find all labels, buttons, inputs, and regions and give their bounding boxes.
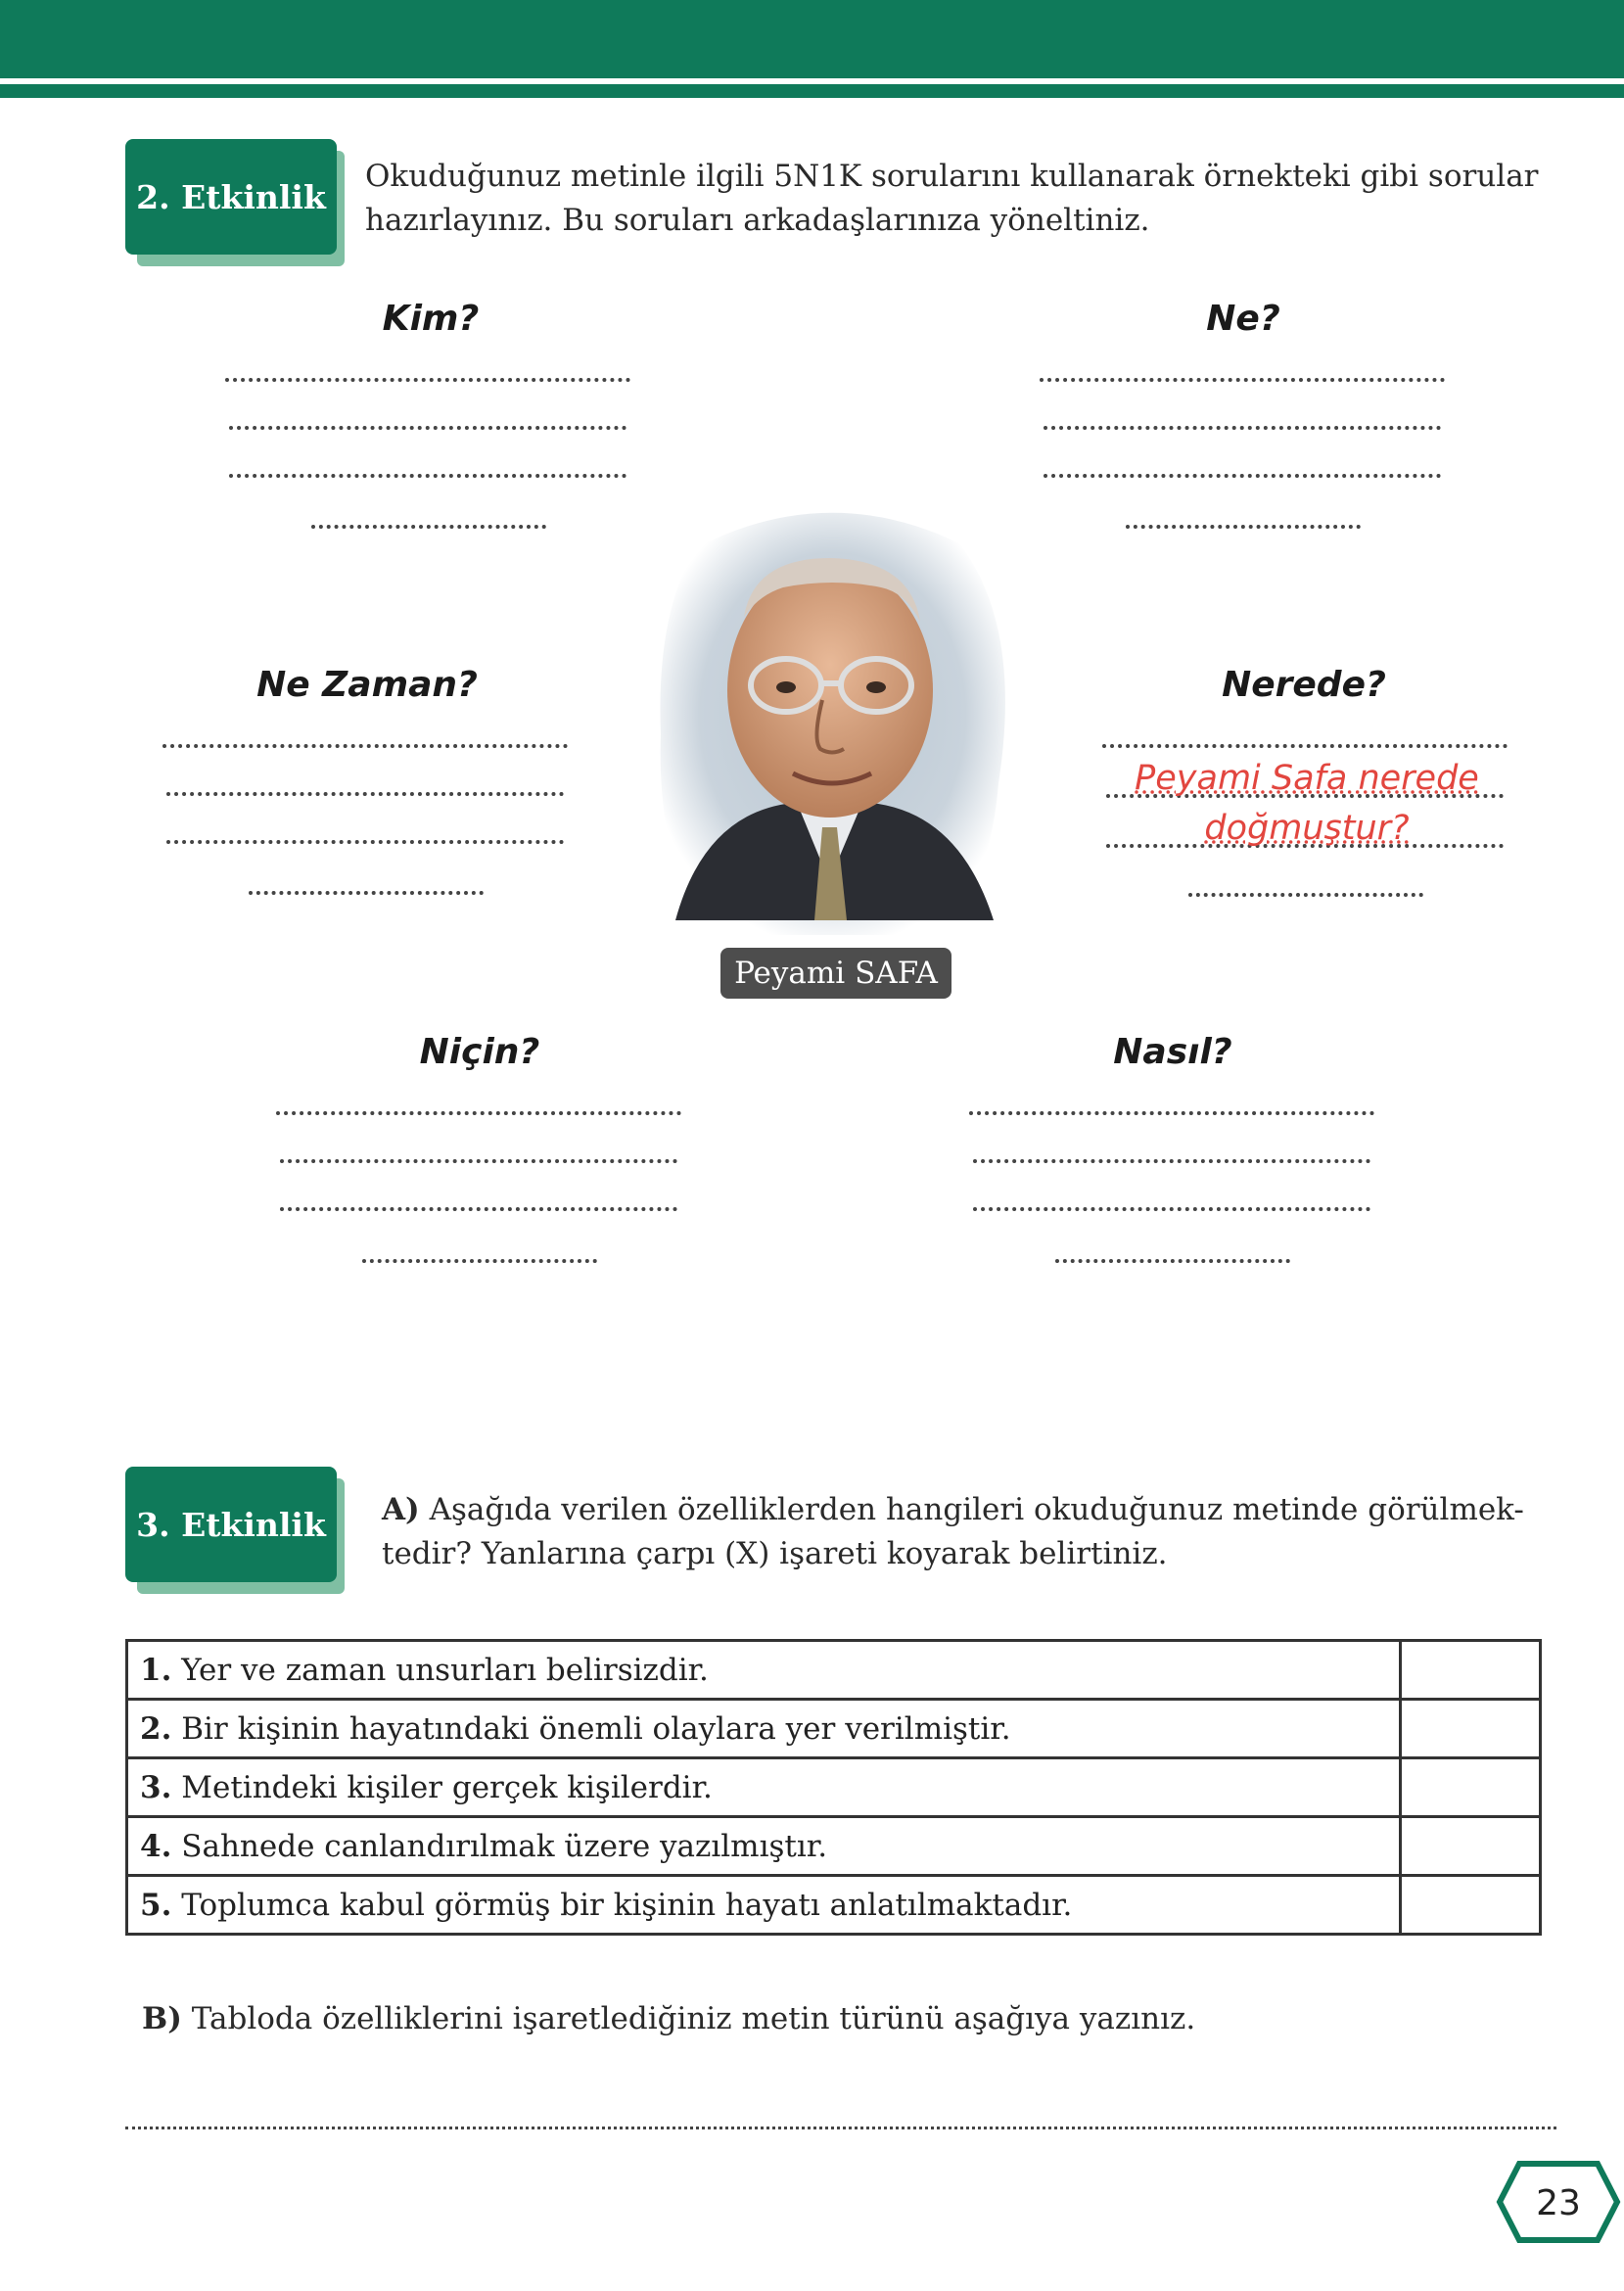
part-b-text: Tabloda özelliklerini işaretlediğiniz metin türünü aşağıya yazınız. (191, 2001, 1196, 2036)
answer-line[interactable] (229, 426, 626, 430)
checkbox-cell[interactable] (1401, 1817, 1541, 1876)
question-kim: Kim? (382, 299, 480, 339)
question-nerede: Nerede? (1222, 665, 1386, 705)
answer-line[interactable] (1102, 744, 1508, 748)
instruction-line-1: Okuduğunuz metinle ilgili 5N1K sorularını kullanarak örnekteki gibi sorular (365, 159, 1539, 194)
portrait-image (636, 490, 1023, 940)
page-number: 23 (1536, 2183, 1581, 2223)
criteria-table (125, 1639, 1542, 1936)
answer-line[interactable] (1044, 474, 1441, 478)
question-ne: Ne? (1206, 299, 1280, 339)
answer-line[interactable] (973, 1207, 1370, 1211)
criteria-text: 4. Sahnede canlandırılmak üzere yazılmıştır. (127, 1817, 1401, 1876)
answer-line[interactable] (1126, 525, 1361, 529)
answer-line[interactable] (1055, 1259, 1290, 1263)
question-nicin: Niçin? (419, 1032, 540, 1072)
answer-line[interactable] (280, 1159, 677, 1163)
answer-line[interactable] (162, 744, 568, 748)
activity-2-badge-label: 2. Etkinlik (125, 139, 337, 255)
instruction-line-2: hazırlayınız. Bu soruları arkadaşlarınıza yöneltiniz. (365, 203, 1150, 238)
answer-line[interactable] (1188, 893, 1423, 897)
criteria-text: 1. Yer ve zaman unsurları belirsizdir. (127, 1641, 1401, 1700)
question-nasil: Nasıl? (1113, 1032, 1232, 1072)
checkbox-cell[interactable] (1401, 1876, 1541, 1935)
activity-3-instruction (382, 1488, 1552, 1576)
part-b-answer-line[interactable] (125, 2127, 1556, 2129)
answer-line[interactable] (311, 525, 546, 529)
part-a-label: A) (382, 1492, 420, 1527)
answer-line[interactable] (166, 840, 564, 844)
answer-line[interactable] (973, 1159, 1370, 1163)
part-a-line-2: tedir? Yanlarına çarpı (X) işareti koyarak belirtiniz. (382, 1536, 1168, 1571)
answer-line[interactable] (276, 1111, 681, 1115)
page-number-badge (1496, 2160, 1621, 2244)
table-row (127, 1876, 1541, 1935)
example-answer-line-1: Peyami Safa nerede (1135, 759, 1479, 798)
answer-line[interactable] (280, 1207, 677, 1211)
table-row (127, 1758, 1541, 1817)
answer-line[interactable] (229, 474, 626, 478)
table-row (127, 1641, 1541, 1700)
example-answer-line-2: doğmuştur? (1204, 809, 1410, 848)
activity-2-badge (125, 139, 341, 258)
table-row (127, 1817, 1541, 1876)
answer-line[interactable] (1044, 426, 1441, 430)
part-b-instruction (142, 1997, 1512, 2041)
checkbox-cell[interactable] (1401, 1758, 1541, 1817)
criteria-text: 3. Metindeki kişiler gerçek kişilerdir. (127, 1758, 1401, 1817)
part-b-label: B) (142, 2001, 182, 2036)
top-rule (0, 84, 1624, 98)
answer-line[interactable] (166, 792, 564, 796)
checkbox-cell[interactable] (1401, 1700, 1541, 1758)
activity-3-badge-label: 3. Etkinlik (125, 1467, 337, 1582)
answer-line[interactable] (1040, 378, 1445, 382)
activity-2-instruction (365, 155, 1550, 243)
portrait-caption: Peyami SAFA (720, 948, 951, 999)
activity-3-badge (125, 1467, 341, 1586)
answer-line[interactable] (362, 1259, 597, 1263)
part-a-line-1: Aşağıda verilen özelliklerden hangileri okuduğunuz metinde görülmek- (429, 1492, 1524, 1527)
answer-line[interactable] (249, 891, 484, 895)
checkbox-cell[interactable] (1401, 1641, 1541, 1700)
criteria-text: 2. Bir kişinin hayatındaki önemli olaylara yer verilmiştir. (127, 1700, 1401, 1758)
question-ne-zaman: Ne Zaman? (256, 665, 478, 705)
answer-line[interactable] (225, 378, 630, 382)
answer-line[interactable] (969, 1111, 1374, 1115)
top-banner (0, 0, 1624, 78)
criteria-text: 5. Toplumca kabul görmüş bir kişinin hayatı anlatılmaktadır. (127, 1876, 1401, 1935)
table-row (127, 1700, 1541, 1758)
